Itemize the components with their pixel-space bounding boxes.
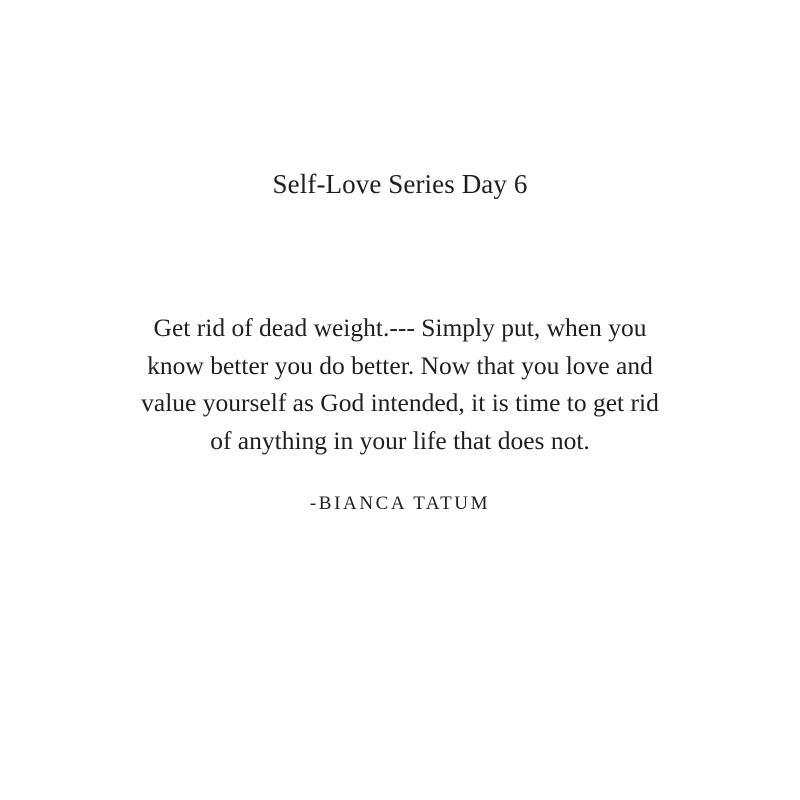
quote-author: -BIANCA TATUM: [309, 493, 491, 514]
quote-line: Get rid of dead weight.--- Simply put, when you: [153, 313, 647, 342]
quote-text: [0, 309, 800, 459]
quote-line: value yourself as God intended, it is time to get rid: [141, 388, 659, 417]
card-title: Self-Love Series Day 6: [272, 169, 528, 199]
quote-line: of anything in your life that does not.: [210, 425, 590, 455]
quote-line: know better you do better. Now that you love and: [147, 350, 653, 380]
